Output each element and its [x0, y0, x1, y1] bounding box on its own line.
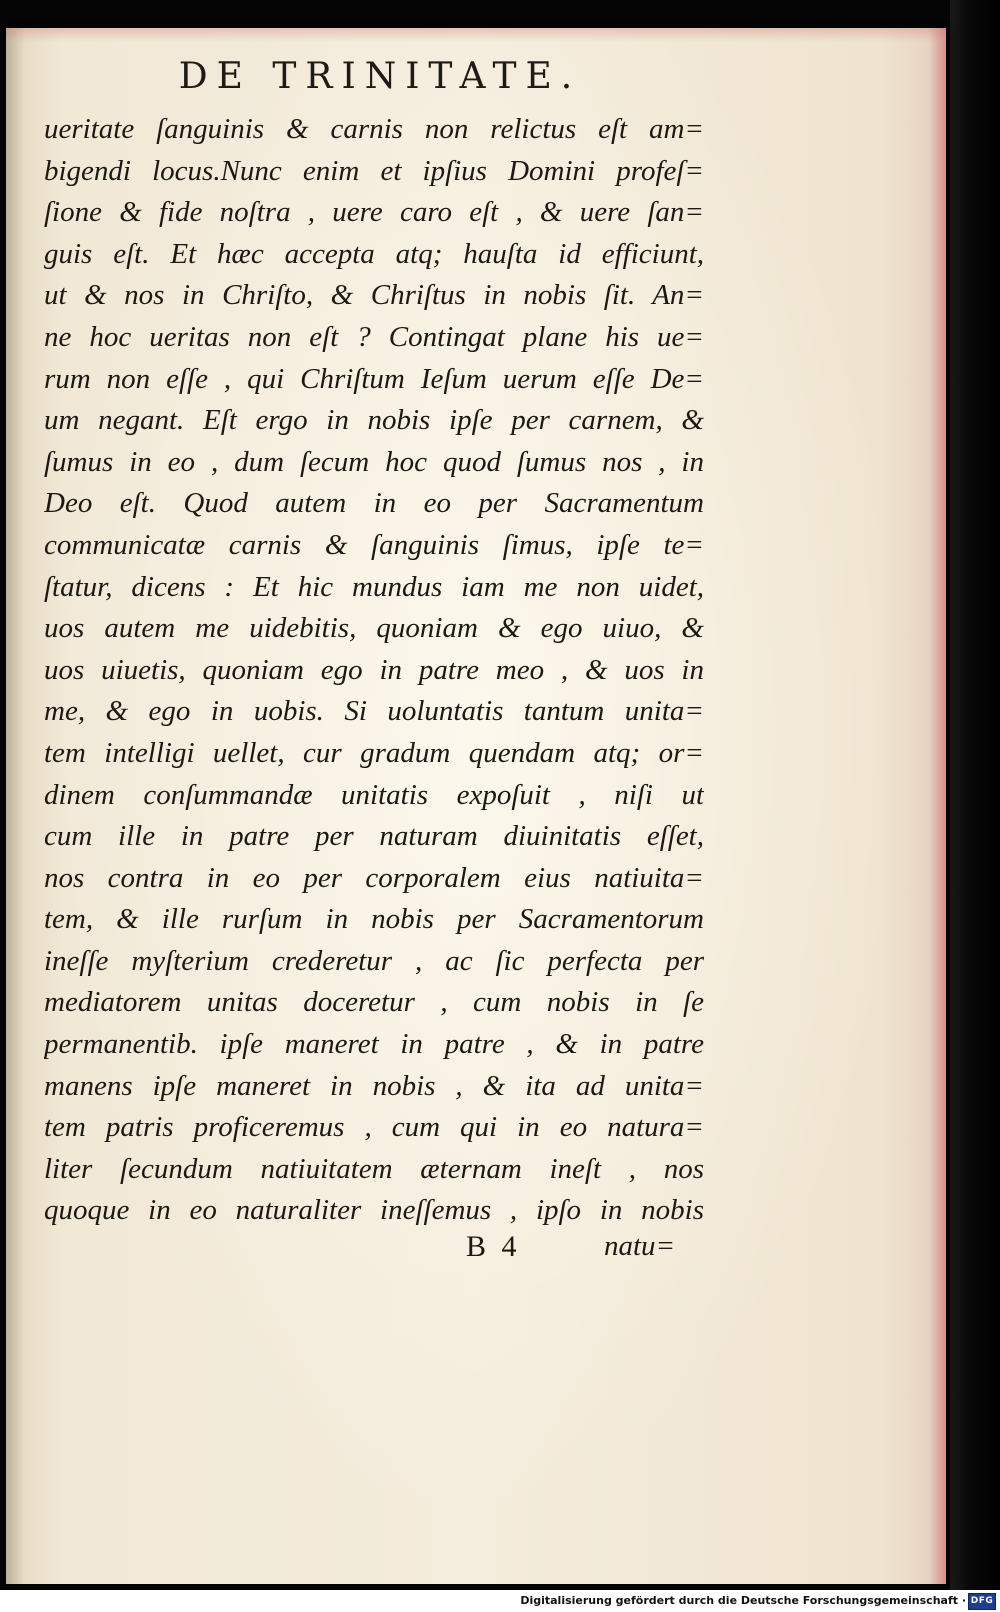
text-line: ut & nos in Chriſto, & Chriſtus in nobis ſit. An= [44, 279, 704, 312]
text-line: manens ipſe maneret in nobis , & ita ad unita= [44, 1069, 704, 1102]
text-line: me, & ego in uobis. Si uoluntatis tantum unita= [44, 695, 704, 728]
text-line: mediatorem unitas doceretur , cum nobis in ſe [44, 986, 704, 1019]
text-line: um negant. Eſt ergo in nobis ipſe per carnem, & [44, 404, 704, 437]
page-edge-right-tint [930, 28, 946, 1584]
text-line: communicatæ carnis & ſanguinis ſimus, ipſe te= [44, 528, 704, 561]
book-edge-shadow [950, 0, 1000, 1590]
text-line: rum non eſſe , qui Chriſtum Ieſum uerum eſſe De= [44, 362, 704, 395]
body-text [44, 109, 704, 1232]
text-line: nos contra in eo per corporalem eius natiuita= [44, 861, 704, 894]
text-line: Deo eſt. Quod autem in eo per Sacramentum [44, 487, 704, 520]
text-line: quoque in eo naturaliter ineſſemus , ipſo in nobis [44, 1194, 704, 1227]
text-line: uos uiuetis, quoniam ego in patre meo , & uos in [44, 653, 704, 686]
text-line: dinem conſummandæ unitatis expoſuit , niſi ut [44, 778, 704, 811]
text-line: liter ſecundum natiuitatem æternam ineſt , nos [44, 1152, 704, 1185]
text-line: permanentib. ipſe maneret in patre , & in patre [44, 1028, 704, 1061]
text-line: ſione & fide noſtra , uere caro eſt , & uere ſan= [44, 196, 704, 229]
text-line: ineſſe myſterium crederetur , ac ſic perfecta per [44, 944, 704, 977]
dfg-logo: DFG [968, 1593, 996, 1610]
text-line: ſumus in eo , dum ſecum hoc quod ſumus nos , in [44, 445, 704, 478]
text-line: ne hoc ueritas non eſt ? Contingat plane his ue= [44, 320, 704, 353]
catchword: natu= [604, 1230, 676, 1262]
text-line: bigendi locus.Nunc enim et ipſius Domini profeſ= [44, 154, 704, 187]
text-line: guis eſt. Et hæc accepta atq; hauſta id efficiunt, [44, 237, 704, 270]
text-line: tem patris proficeremus , cum qui in eo natura= [44, 1111, 704, 1144]
footer-credit: Digitalisierung gefördert durch die Deutsche Forschungsgemeinschaft · [520, 1594, 966, 1607]
signature-mark: B 4 [466, 1230, 521, 1263]
page-edge-top-tint [6, 28, 946, 42]
text-line: tem, & ille rurſum in nobis per Sacramentorum [44, 903, 704, 936]
text-line: ſtatur, dicens : Et hic mundus iam me non uidet, [44, 570, 704, 603]
text-line: ueritate ſanguinis & carnis non relictus eſt am= [44, 113, 704, 145]
text-line: cum ille in patre per naturam diuinitatis eſſet, [44, 820, 704, 853]
text-line: tem intelligi uellet, cur gradum quendam atq; or= [44, 736, 704, 769]
text-line: uos autem me uidebitis, quoniam & ego uiuo, & [44, 612, 704, 645]
running-head: DE TRINITATE. [178, 56, 582, 97]
